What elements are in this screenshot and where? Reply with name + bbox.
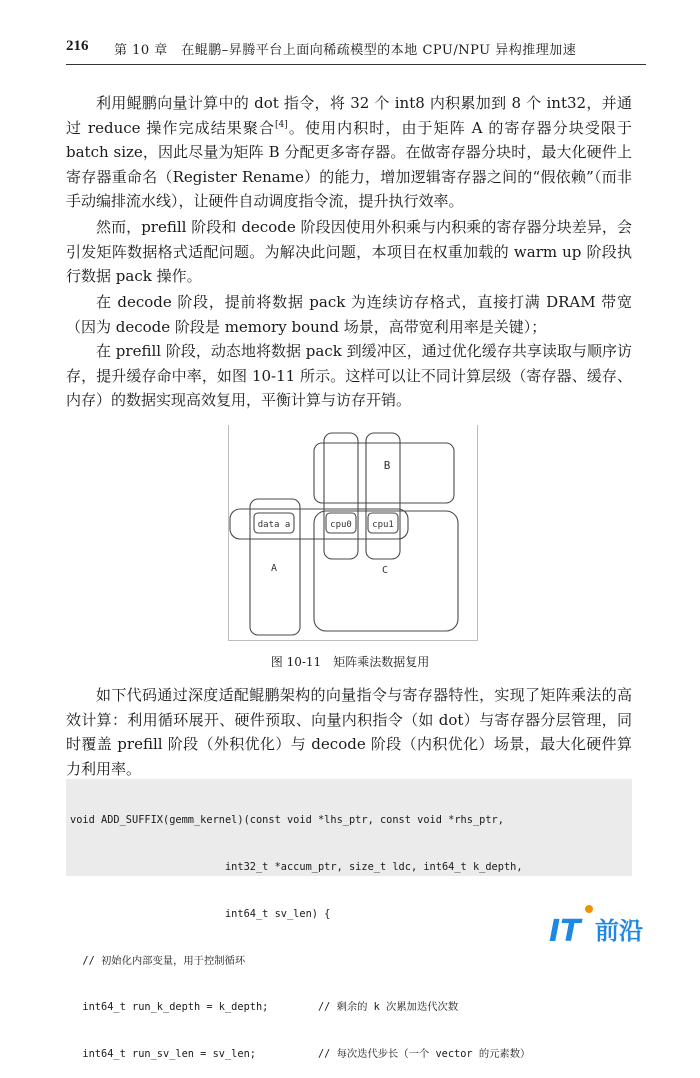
- logo-orange-dot: [585, 905, 593, 913]
- code-line: // 初始化内部变量，用于控制循环: [70, 954, 246, 967]
- logo-it-text: IT: [549, 914, 581, 947]
- chapter-title: 第 10 章 在鲲鹏–昇腾平台上面向稀疏模型的本地 CPU/NPU 异构推理加速: [114, 43, 577, 58]
- code-line: void ADD_SUFFIX(gemm_kernel)(const void *lhs_ptr, const void *rhs_ptr,: [70, 814, 504, 827]
- header-rule: [66, 64, 646, 65]
- paragraph-decode-stage: 在 decode 阶段，提前将数据 pack 为连续访存格式，直接打满 DRAM 带宽（因为 decode 阶段是 memory bound 场景，高带宽利用率是关键）；: [66, 293, 632, 336]
- label-data-a: data a: [257, 520, 291, 530]
- paragraph-code-intro: 如下代码通过深度适配鲲鹏架构的向量指令与寄存器特性，实现了矩阵乘法的高效计算：利用循环展开、硬件预取、向量内积指令（如 dot）与寄存器分层管理，同时覆盖 prefill 阶段（外积优化）与 decode 阶段（内积优化）场景，最大化硬件算力利用率。: [66, 686, 632, 778]
- code-line: int32_t *accum_ptr, size_t ldc, int64_t k_depth,: [70, 860, 523, 873]
- paragraph-prefill-decode: 然而，prefill 阶段和 decode 阶段因使用外积乘与内积乘的寄存器分块差异，会引发矩阵数据格式适配问题。为解决此问题，本项目在权重加载的 warm up 阶段执行数据 pack 操作。: [66, 218, 632, 286]
- paragraph-prefill-stage: 在 prefill 阶段，动态地将数据 pack 到缓冲区，通过优化缓存共享读取与顺序访存，提升缓存命中率，如图 10-11 所示。这样可以让不同计算层级（寄存器、缓存、内存）的数据实现高效复用，平衡计算与访存开销。: [66, 342, 632, 410]
- label-b: B: [383, 459, 391, 472]
- label-cpu0: cpu0: [330, 520, 352, 530]
- label-c: C: [381, 565, 389, 576]
- code-line: int64_t run_k_depth = k_depth; // 剩余的 k 次累加迭代次数: [70, 1001, 459, 1014]
- b-column-cpu1-rect: [366, 433, 400, 559]
- matrix-b-rect: [314, 443, 454, 503]
- label-a: A: [270, 563, 278, 574]
- page-number: 216: [66, 38, 89, 54]
- b-column-cpu0-rect: [324, 433, 358, 559]
- paragraph-dot-instruction: [66, 91, 632, 214]
- p1-text-b: 。使用内积时，由于矩阵 A 的寄存器分块受限于 batch size，因此尽量为矩阵 B 分配更多寄存器。在做寄存器分块时，最大化硬件上寄存器重命名（Register Rename）的能力，增加逻辑寄存器之间的“假依赖”（而非手动编排流水线），让硬件自动调度指令流，提升执行效率。: [66, 118, 633, 211]
- p1-text-a: 利用鲲鹏向量计算中的 dot 指令，将 32 个 int8 内积累加到 8 个 int32，并通过 reduce 操作完成结果聚合: [66, 94, 632, 137]
- figure-caption: 图 10-11 矩阵乘法数据复用: [270, 655, 430, 669]
- citation-ref: [4]: [275, 119, 288, 130]
- matrix-reuse-figure: [228, 425, 476, 645]
- code-line: int64_t sv_len) {: [70, 907, 331, 920]
- label-cpu1: cpu1: [372, 520, 394, 530]
- it-frontier-logo: [545, 903, 655, 947]
- figure-diagram: [228, 425, 476, 640]
- page-header: [66, 38, 646, 62]
- code-line: int64_t run_sv_len = sv_len; // 每次迭代步长（一个 vector 的元素数）: [70, 1048, 531, 1061]
- logo-cn-text: 前沿: [595, 917, 643, 945]
